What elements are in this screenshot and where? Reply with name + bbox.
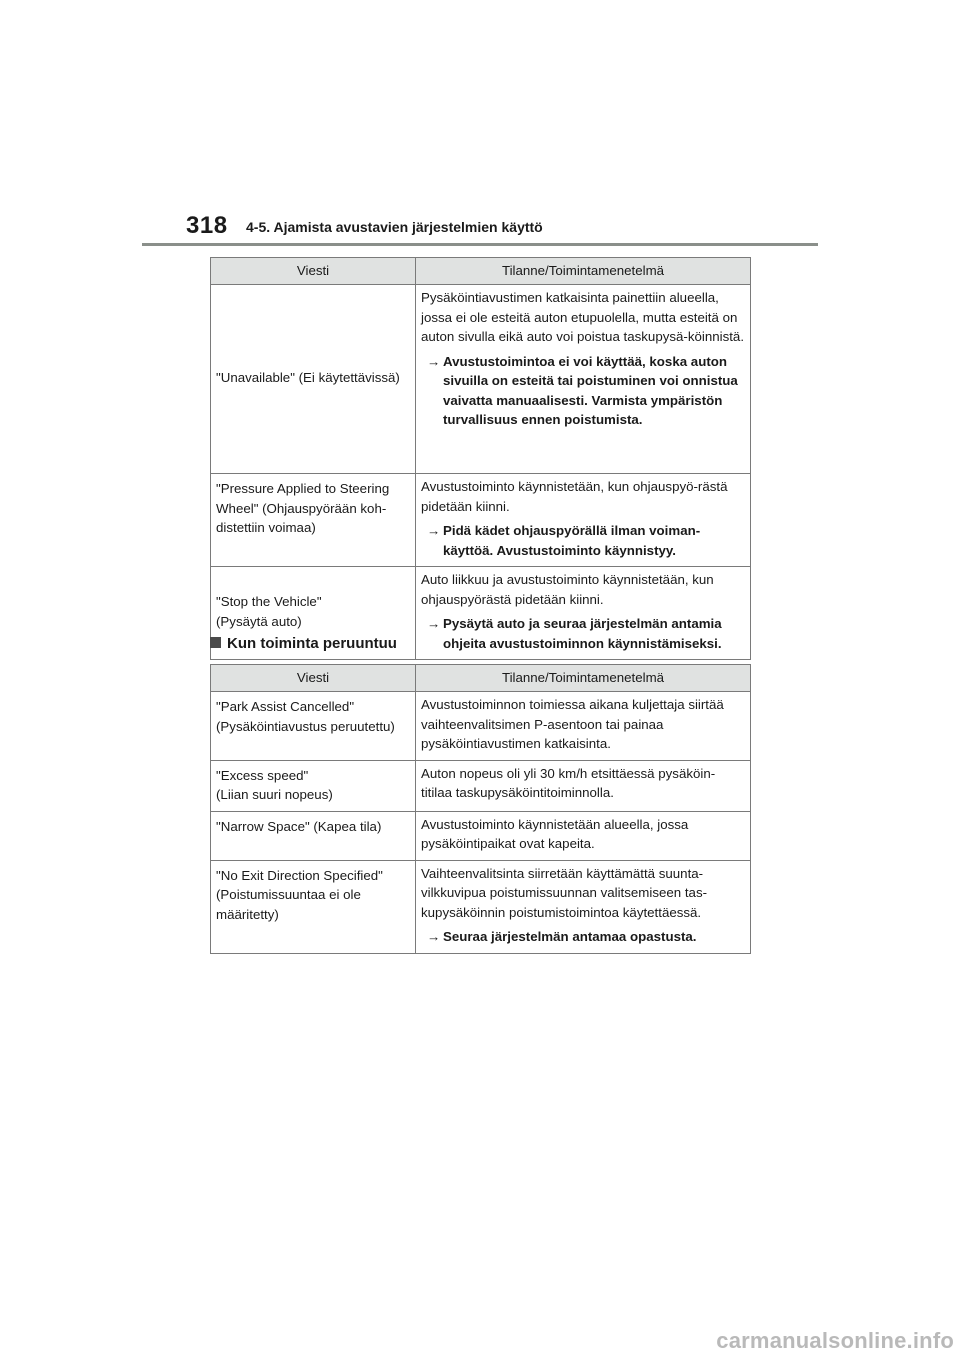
arrow-icon: → bbox=[427, 523, 441, 538]
table-row bbox=[211, 860, 751, 953]
table-row bbox=[211, 474, 751, 567]
arrow-icon: → bbox=[427, 929, 441, 944]
action-line bbox=[421, 927, 746, 947]
table-row bbox=[211, 760, 751, 811]
page-number: 318 bbox=[186, 212, 228, 239]
situation-text: Auto liikkuu ja avustustoiminto käynnistetään, kun ohjauspyörästä pidetään kiinni. bbox=[421, 572, 714, 607]
action-text: Seuraa järjestelmän antamaa opastusta. bbox=[443, 929, 697, 944]
situation-cell: Avustustoiminnon toimiessa aikana kuljettaja siirtää vaihteenvalitsimen P-asentoon tai painaa pysäköintiavustimen katkaisinta. bbox=[416, 692, 751, 761]
situation-cell: Avustustoiminto käynnistetään alueella, jossa pysäköintipaikat ovat kapeita. bbox=[416, 811, 751, 860]
action-line bbox=[421, 352, 746, 430]
situation-cell bbox=[416, 285, 751, 474]
header-rule bbox=[142, 243, 818, 246]
situation-text: Avustustoiminto käynnistetään, kun ohjauspyö-rästä pidetään kiinni. bbox=[421, 479, 728, 514]
message-text: "Excess speed" (Liian suuri nopeus) bbox=[216, 767, 333, 802]
messages-table bbox=[210, 257, 751, 660]
column-header-situation: Tilanne/Toimintamenetelmä bbox=[416, 665, 751, 692]
subheading bbox=[210, 635, 397, 652]
action-text: Avustustoimintoa ei voi käyttää, koska auton sivuilla on esteitä tai poistuminen voi onnistua vaivatta manuaalisesti. Varmista ympäristön turvallisuus ennen poistumista. bbox=[443, 353, 738, 427]
watermark-text: carmanualsonline.info bbox=[716, 1328, 954, 1353]
situation-cell bbox=[416, 860, 751, 953]
message-cell bbox=[211, 860, 416, 953]
table-row bbox=[211, 811, 751, 860]
column-header-message: Viesti bbox=[211, 665, 416, 692]
situation-text: Pysäköintiavustimen katkaisinta painettiin alueella, jossa ei ole esteitä auton etupuolella, mutta esteitä on auton sivulla eikä auto voi poistua taskupysä-köinnistä. bbox=[421, 290, 745, 344]
action-line bbox=[421, 521, 746, 560]
message-cell bbox=[211, 692, 416, 761]
message-cell: "Narrow Space" (Kapea tila) bbox=[211, 811, 416, 860]
situation-text: Vaihteenvalitsinta siirretään käyttämättä suunta-vilkkuvipua poistumissuunnan valitsemiseen tas-kupysäköinnin poistumistoimintoa käytettäessä. bbox=[421, 865, 708, 920]
message-text: "No Exit Direction Specified" (Poistumissuuntaa ei ole määritetty) bbox=[216, 867, 383, 922]
action-line bbox=[421, 614, 746, 653]
arrow-icon: → bbox=[427, 616, 441, 631]
action-text: Pidä kädet ohjauspyörällä ilman voiman-käyttöä. Avustustoiminto käynnistyy. bbox=[443, 523, 701, 558]
table-row bbox=[211, 285, 751, 474]
section-title: 4-5. Ajamista avustavien järjestelmien käyttö bbox=[246, 219, 543, 235]
message-cell: "Pressure Applied to Steering Wheel" (Ohjauspyörään koh-distettiin voimaa) bbox=[211, 474, 416, 567]
message-cell: "Unavailable" (Ei käytettävissä) bbox=[211, 285, 416, 474]
message-cell bbox=[211, 760, 416, 811]
table-header-row bbox=[211, 665, 751, 692]
column-header-message: Viesti bbox=[211, 258, 416, 285]
table-header-row bbox=[211, 258, 751, 285]
situation-cell bbox=[416, 474, 751, 567]
arrow-icon: → bbox=[427, 353, 441, 369]
message-text: "Park Assist Cancelled" (Pysäköintiavustus peruutettu) bbox=[216, 699, 395, 734]
message-text: "Stop the Vehicle" (Pysäytä auto) bbox=[216, 594, 322, 629]
square-bullet-icon bbox=[210, 637, 221, 648]
subheading-text: Kun toiminta peruuntuu bbox=[227, 635, 397, 652]
table-row bbox=[211, 692, 751, 761]
situation-cell: Auton nopeus oli yli 30 km/h etsittäessä pysäköin-titilaa taskupysäköintitoiminnolla. bbox=[416, 760, 751, 811]
column-header-situation: Tilanne/Toimintamenetelmä bbox=[416, 258, 751, 285]
cancellation-table bbox=[210, 664, 751, 954]
situation-cell bbox=[416, 567, 751, 660]
action-text: Pysäytä auto ja seuraa järjestelmän antamia ohjeita avustustoiminnon käynnistämiseksi. bbox=[443, 616, 722, 651]
